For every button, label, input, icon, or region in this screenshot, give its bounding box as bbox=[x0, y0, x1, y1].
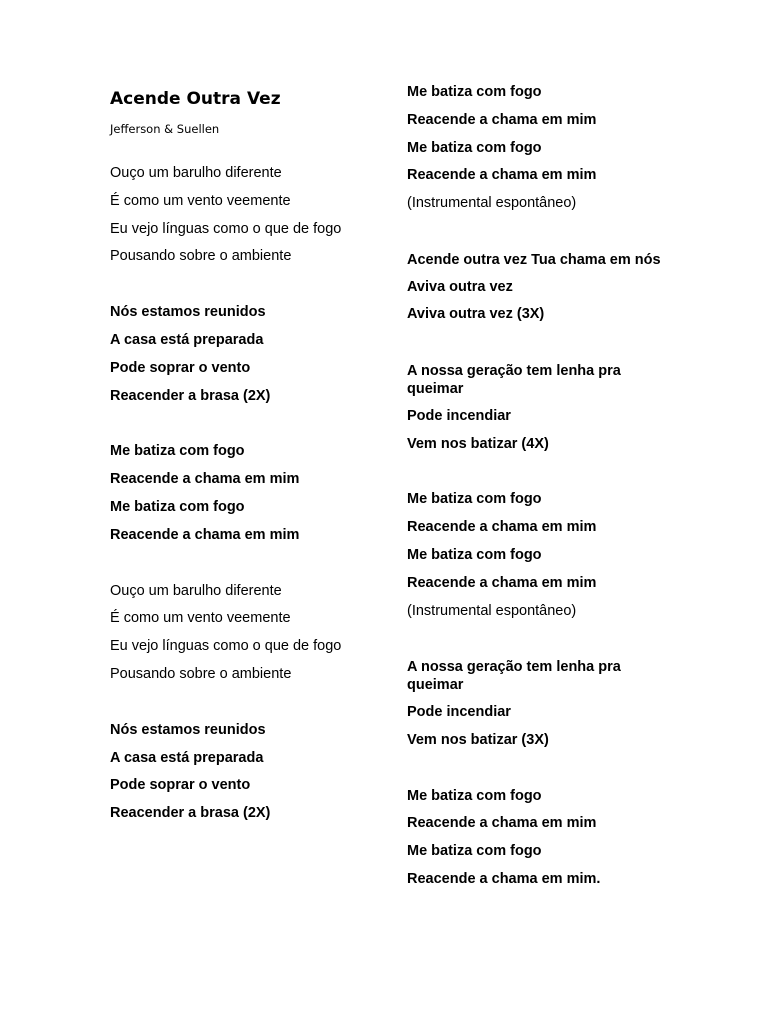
lyric-line: Reacende a chama em mim bbox=[407, 815, 597, 832]
lyric-line: Aviva outra vez (3X) bbox=[407, 306, 545, 323]
lyric-line: Eu vejo línguas como o que de fogo bbox=[110, 638, 342, 655]
stanza bbox=[407, 491, 662, 619]
lyric-line: Me batiza com fogo bbox=[407, 843, 542, 860]
lyric-line: Nós estamos reunidos bbox=[110, 721, 266, 738]
lyric-line: Vem nos batizar (3X) bbox=[407, 731, 549, 748]
lyric-line: Me batiza com fogo bbox=[407, 787, 542, 804]
lyric-line: A nossa geração tem lenha pra queimar bbox=[407, 363, 621, 398]
lyric-line: Me batiza com fogo bbox=[407, 84, 542, 100]
lyric-line: Ouço um barulho diferente bbox=[110, 165, 282, 181]
stanza bbox=[110, 165, 370, 265]
left-column bbox=[110, 88, 370, 833]
stanza bbox=[110, 304, 370, 404]
stanza bbox=[407, 788, 662, 888]
lyric-line: Nós estamos reunidos bbox=[110, 304, 266, 321]
lyric-line: Aviva outra vez bbox=[407, 278, 513, 295]
lyric-line: É como um vento veemente bbox=[110, 610, 291, 627]
lyric-line: Reacender a brasa (2X) bbox=[110, 805, 271, 822]
stanza-gap bbox=[407, 760, 662, 788]
lyric-line: Vem nos batizar (4X) bbox=[407, 435, 549, 452]
lyric-line: Reacende a chama em mim bbox=[407, 167, 597, 184]
right-stanzas bbox=[407, 84, 662, 888]
lyric-line: Eu vejo línguas como o que de fogo bbox=[110, 220, 342, 237]
stanza bbox=[407, 251, 662, 323]
lyric-line: Me batiza com fogo bbox=[110, 443, 245, 460]
lyric-line: (Instrumental espontâneo) bbox=[407, 602, 577, 619]
spacer bbox=[110, 137, 370, 165]
stanza-gap bbox=[407, 334, 662, 362]
stanza bbox=[407, 84, 662, 212]
lyric-line: Reacende a chama em mim bbox=[407, 519, 597, 536]
song-artist: Jefferson & Suellen bbox=[110, 122, 220, 136]
lyric-line: Reacende a chama em mim bbox=[407, 574, 597, 591]
lyric-line: Pode incendiar bbox=[407, 703, 511, 720]
lyric-line: É como um vento veemente bbox=[110, 192, 291, 209]
lyric-line: Pode soprar o vento bbox=[110, 359, 251, 376]
lyric-line: (Instrumental espontâneo) bbox=[407, 195, 577, 212]
right-column bbox=[407, 84, 662, 899]
lyric-line: A nossa geração tem lenha pra queimar bbox=[407, 659, 621, 694]
stanza-gap bbox=[110, 276, 370, 304]
stanza bbox=[110, 583, 370, 683]
stanza bbox=[110, 722, 370, 822]
lyric-line: Reacende a chama em mim bbox=[407, 111, 597, 128]
lyric-line: Pode soprar o vento bbox=[110, 777, 251, 794]
stanza-gap bbox=[407, 630, 662, 658]
lyric-line: Pousando sobre o ambiente bbox=[110, 248, 292, 265]
stanza-gap bbox=[110, 555, 370, 583]
lyric-line: A casa está preparada bbox=[110, 331, 264, 348]
lyric-line: Reacende a chama em mim. bbox=[407, 870, 601, 887]
lyric-line: Me batiza com fogo bbox=[407, 491, 542, 508]
lyric-line: Pode incendiar bbox=[407, 407, 511, 424]
lyric-line: Acende outra vez Tua chama em nós bbox=[407, 251, 661, 268]
lyric-line: Me batiza com fogo bbox=[110, 498, 245, 515]
lyric-line: Reacender a brasa (2X) bbox=[110, 387, 271, 404]
left-stanzas bbox=[110, 165, 370, 822]
stanza-gap bbox=[110, 415, 370, 443]
stanza-gap bbox=[407, 223, 662, 251]
lyric-line: Pousando sobre o ambiente bbox=[110, 665, 292, 682]
lyric-line: A casa está preparada bbox=[110, 749, 264, 766]
song-title: Acende Outra Vez bbox=[110, 89, 281, 109]
stanza bbox=[407, 658, 662, 748]
lyric-line: Reacende a chama em mim bbox=[110, 471, 300, 488]
lyric-line: Reacende a chama em mim bbox=[110, 526, 300, 543]
lyric-line: Me batiza com fogo bbox=[407, 546, 542, 563]
lyric-line: Me batiza com fogo bbox=[407, 139, 542, 156]
lyric-line: Ouço um barulho diferente bbox=[110, 582, 282, 599]
stanza bbox=[110, 443, 370, 543]
stanza-gap bbox=[110, 694, 370, 722]
stanza-gap bbox=[407, 463, 662, 491]
stanza bbox=[407, 362, 662, 452]
